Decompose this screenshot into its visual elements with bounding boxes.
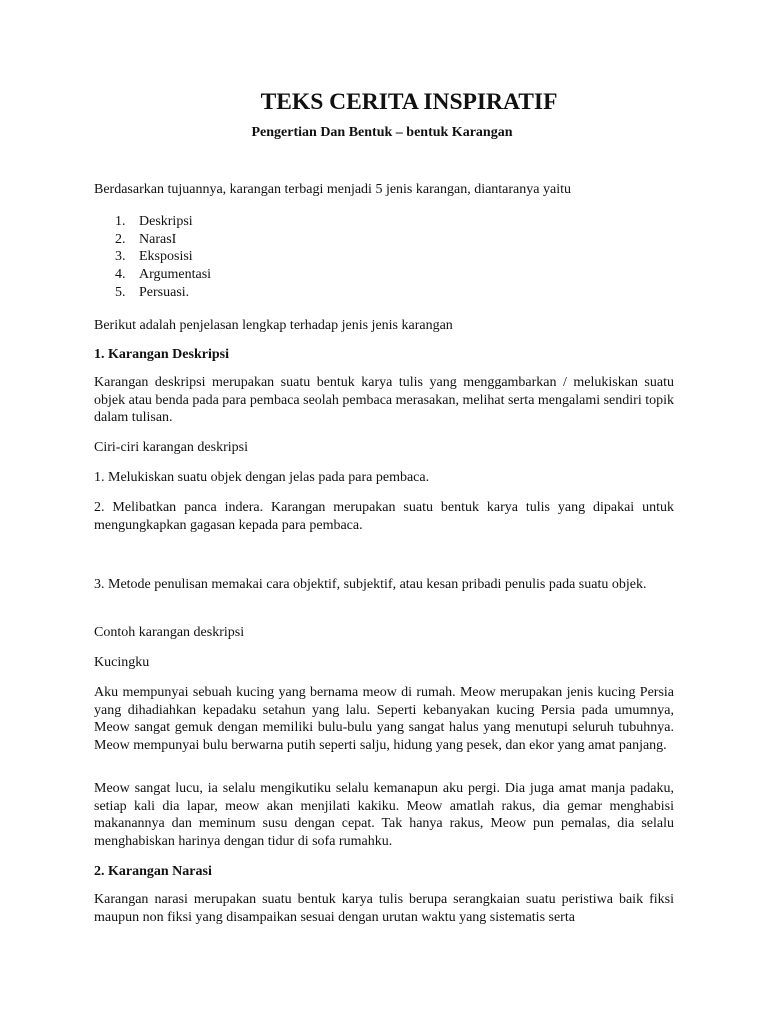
- list-number: 1.: [115, 214, 126, 229]
- document-title: TEKS CERITA INSPIRATIF: [260, 89, 558, 115]
- list-text: Eksposisi: [139, 249, 193, 265]
- intro-paragraph: Berdasarkan tujuannya, karangan terbagi menjadi 5 jenis karangan, diantaranya yaitu: [94, 182, 571, 197]
- ciri-item-1: 1. Melukiskan suatu objek dengan jelas pada para pembaca.: [94, 470, 430, 485]
- deskripsi-paragraph: Karangan deskripsi merupakan suatu bentuk karya tulis yang menggambarkan / melukiskan suatu objek atau benda pada para pembaca seolah pembaca merasakan, melihat serta mengalami sendiri topik dalam tulisan.: [94, 375, 674, 425]
- story-title: Kucingku: [94, 655, 150, 670]
- ciri-item-3: 3. Metode penulisan memakai cara objektif, subjektif, atau kesan pribadi penulis pada suatu objek.: [94, 577, 647, 592]
- list-item: [94, 213, 211, 231]
- list-item: [94, 248, 211, 266]
- list-number: 3.: [115, 249, 126, 265]
- list-item: [94, 266, 211, 284]
- story-paragraph-2: Meow sangat lucu, ia selalu mengikutiku selalu kemanapun aku pergi. Dia juga amat manja padaku, setiap kali dia lapar, meow akan menjilati kakiku. Meow amatlah rakus, dia gemar menghabisi makanannya dan meminum susu dengan cepat. Tak hanya rakus, Meow pun pemalas, dia selalu menghabiskan harinya dengan tidur di sofa rumahku.: [94, 781, 674, 849]
- ciri-item-2: 2. Melibatkan panca indera. Karangan merupakan suatu bentuk karya tulis yang dipakai untuk mengungkapkan gagasan kepada para pembaca.: [94, 500, 674, 533]
- document-subtitle: Pengertian Dan Bentuk – bentuk Karangan: [251, 125, 513, 140]
- list-number: 4.: [115, 267, 126, 283]
- list-text: Argumentasi: [139, 267, 212, 283]
- section-heading-deskripsi: 1. Karangan Deskripsi: [94, 347, 229, 362]
- contoh-label: Contoh karangan deskripsi: [94, 625, 245, 640]
- list-number: 5.: [115, 284, 126, 300]
- narasi-paragraph: Karangan narasi merupakan suatu bentuk karya tulis berupa serangkaian suatu peristiwa baik fiksi maupun non fiksi yang disampaikan sesuai dengan urutan waktu yang sistematis serta: [94, 892, 674, 925]
- lead-paragraph: Berikut adalah penjelasan lengkap terhadap jenis jenis karangan: [94, 318, 453, 333]
- ciri-label: Ciri-ciri karangan deskripsi: [94, 440, 248, 455]
- story-paragraph-1: Aku mempunyai sebuah kucing yang bernama meow di rumah. Meow merupakan jenis kucing Persia yang dihadiahkan kepadaku setahun yang lalu. Seperti kebanyakan kucing Persia pada umumnya, Meow sangat gemuk dengan memiliki bulu-bulu yang sangat halus yang menutupi seluruh tubuhnya. Meow mempunyai bulu berwarna putih seperti salju, hidung yang pesek, dan ekor yang amat panjang.: [94, 685, 674, 753]
- section-heading-narasi: 2. Karangan Narasi: [94, 864, 212, 879]
- list-text: NarasI: [139, 231, 177, 247]
- list-item: [94, 284, 211, 302]
- list-item: [94, 231, 211, 249]
- karangan-type-list: [94, 213, 211, 301]
- list-number: 2.: [115, 231, 126, 247]
- list-text: Persuasi.: [139, 284, 190, 300]
- list-text: Deskripsi: [139, 214, 193, 229]
